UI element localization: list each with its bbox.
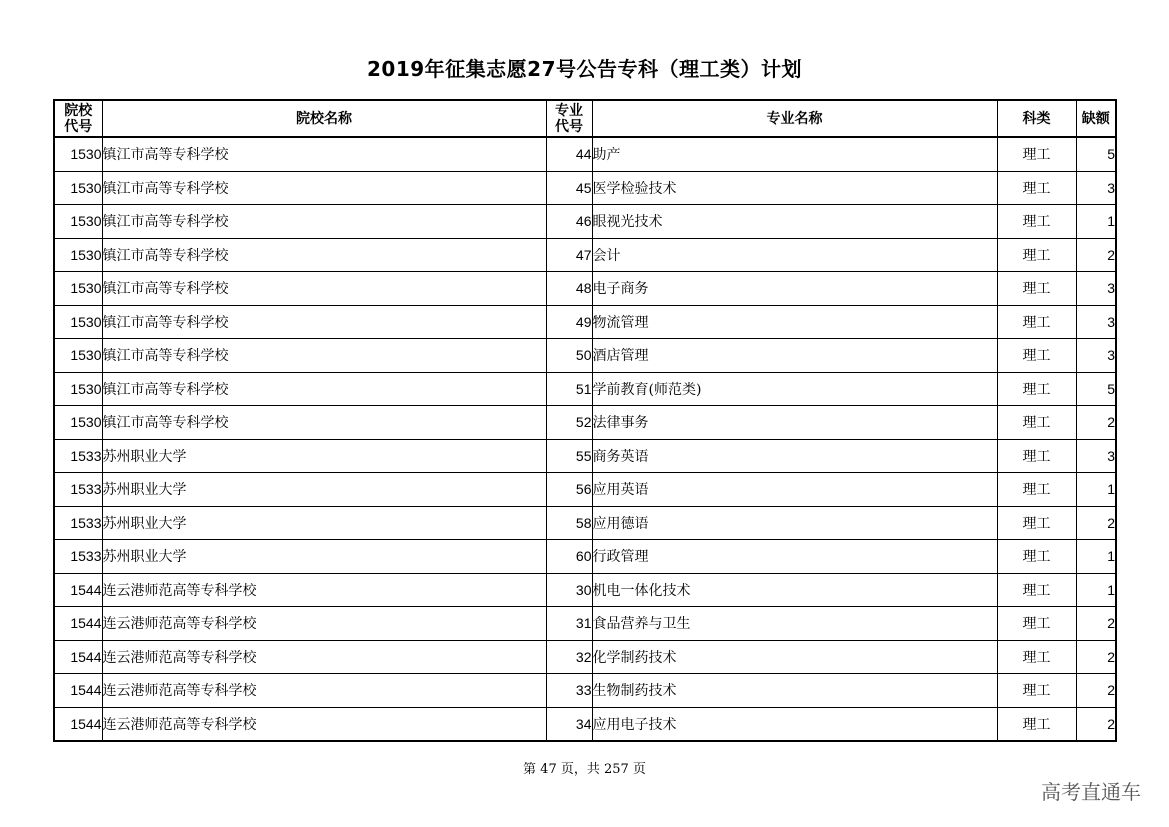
cell-major-code: 32	[546, 640, 592, 674]
cell-school-name: 连云港师范高等专科学校	[102, 640, 546, 674]
cell-major-code: 55	[546, 439, 592, 473]
cell-school-code: 1530	[54, 406, 102, 440]
cell-major-code: 45	[546, 171, 592, 205]
cell-category: 理工	[997, 540, 1076, 574]
cell-major-name: 会计	[592, 238, 997, 272]
cell-major-code: 44	[546, 137, 592, 171]
cell-major-name: 生物制药技术	[592, 674, 997, 708]
cell-category: 理工	[997, 473, 1076, 507]
cell-school-name: 镇江市高等专科学校	[102, 238, 546, 272]
cell-category: 理工	[997, 506, 1076, 540]
cell-major-code: 30	[546, 573, 592, 607]
cell-school-name: 镇江市高等专科学校	[102, 205, 546, 239]
table-row	[54, 473, 1116, 507]
plan-table	[53, 99, 1117, 742]
page-title: 2019年征集志愿27号公告专科（理工类）计划	[367, 57, 802, 81]
table-row	[54, 573, 1116, 607]
cell-major-code: 48	[546, 272, 592, 306]
cell-vacancies: 1	[1076, 205, 1116, 239]
cell-category: 理工	[997, 205, 1076, 239]
cell-school-code: 1530	[54, 305, 102, 339]
header-vacancies: 缺额	[1076, 100, 1116, 137]
table-row	[54, 674, 1116, 708]
cell-vacancies: 3	[1076, 171, 1116, 205]
cell-school-name: 镇江市高等专科学校	[102, 171, 546, 205]
cell-vacancies: 3	[1076, 339, 1116, 373]
header-school-code-text: 院校 代号	[64, 102, 93, 135]
cell-category: 理工	[997, 707, 1076, 741]
cell-major-code: 46	[546, 205, 592, 239]
cell-school-name: 镇江市高等专科学校	[102, 272, 546, 306]
cell-school-name: 镇江市高等专科学校	[102, 137, 546, 171]
header-category: 科类	[997, 100, 1076, 137]
cell-school-name: 连云港师范高等专科学校	[102, 674, 546, 708]
cell-category: 理工	[997, 607, 1076, 641]
table-body	[54, 137, 1116, 741]
cell-major-code: 50	[546, 339, 592, 373]
cell-major-code: 58	[546, 506, 592, 540]
cell-school-code: 1530	[54, 238, 102, 272]
cell-major-name: 电子商务	[592, 272, 997, 306]
cell-school-name: 镇江市高等专科学校	[102, 305, 546, 339]
cell-school-code: 1544	[54, 640, 102, 674]
header-school-name: 院校名称	[102, 100, 546, 137]
cell-school-name: 连云港师范高等专科学校	[102, 607, 546, 641]
table-row	[54, 137, 1116, 171]
table-row	[54, 640, 1116, 674]
cell-vacancies: 1	[1076, 573, 1116, 607]
cell-major-name: 食品营养与卫生	[592, 607, 997, 641]
cell-major-name: 应用英语	[592, 473, 997, 507]
cell-major-name: 助产	[592, 137, 997, 171]
table-row	[54, 339, 1116, 373]
cell-vacancies: 5	[1076, 372, 1116, 406]
cell-category: 理工	[997, 238, 1076, 272]
table-row	[54, 406, 1116, 440]
cell-vacancies: 2	[1076, 406, 1116, 440]
cell-major-code: 56	[546, 473, 592, 507]
cell-school-name: 镇江市高等专科学校	[102, 339, 546, 373]
page-footer: 第 47 页，共 257 页	[523, 762, 646, 777]
cell-school-code: 1530	[54, 137, 102, 171]
cell-category: 理工	[997, 339, 1076, 373]
cell-school-code: 1533	[54, 439, 102, 473]
table-row	[54, 238, 1116, 272]
cell-vacancies: 3	[1076, 305, 1116, 339]
cell-school-code: 1530	[54, 171, 102, 205]
cell-major-name: 应用德语	[592, 506, 997, 540]
cell-major-name: 医学检验技术	[592, 171, 997, 205]
cell-major-code: 31	[546, 607, 592, 641]
header-major-name: 专业名称	[592, 100, 997, 137]
cell-school-code: 1533	[54, 473, 102, 507]
cell-vacancies: 1	[1076, 473, 1116, 507]
cell-major-code: 34	[546, 707, 592, 741]
cell-major-code: 33	[546, 674, 592, 708]
cell-major-name: 化学制药技术	[592, 640, 997, 674]
cell-school-code: 1530	[54, 372, 102, 406]
cell-major-name: 应用电子技术	[592, 707, 997, 741]
table-row	[54, 205, 1116, 239]
table-row	[54, 272, 1116, 306]
table-row	[54, 372, 1116, 406]
cell-category: 理工	[997, 305, 1076, 339]
cell-major-code: 52	[546, 406, 592, 440]
cell-vacancies: 2	[1076, 238, 1116, 272]
header-major-code	[546, 100, 592, 137]
table-row	[54, 540, 1116, 574]
cell-major-name: 行政管理	[592, 540, 997, 574]
cell-school-code: 1530	[54, 205, 102, 239]
cell-category: 理工	[997, 674, 1076, 708]
cell-category: 理工	[997, 439, 1076, 473]
cell-vacancies: 1	[1076, 540, 1116, 574]
cell-major-name: 机电一体化技术	[592, 573, 997, 607]
cell-school-code: 1533	[54, 540, 102, 574]
cell-school-code: 1544	[54, 573, 102, 607]
cell-vacancies: 3	[1076, 272, 1116, 306]
header-major-code-text: 专业 代号	[555, 102, 583, 135]
cell-school-code: 1530	[54, 272, 102, 306]
cell-vacancies: 2	[1076, 607, 1116, 641]
cell-major-name: 物流管理	[592, 305, 997, 339]
cell-school-code: 1544	[54, 707, 102, 741]
cell-category: 理工	[997, 272, 1076, 306]
cell-school-name: 苏州职业大学	[102, 540, 546, 574]
cell-school-code: 1533	[54, 506, 102, 540]
cell-vacancies: 2	[1076, 707, 1116, 741]
cell-major-name: 商务英语	[592, 439, 997, 473]
cell-major-code: 60	[546, 540, 592, 574]
cell-vacancies: 5	[1076, 137, 1116, 171]
cell-category: 理工	[997, 137, 1076, 171]
cell-vacancies: 2	[1076, 674, 1116, 708]
cell-school-code: 1544	[54, 607, 102, 641]
cell-school-name: 连云港师范高等专科学校	[102, 573, 546, 607]
cell-major-code: 51	[546, 372, 592, 406]
cell-category: 理工	[997, 406, 1076, 440]
cell-school-code: 1530	[54, 339, 102, 373]
table-row	[54, 607, 1116, 641]
header-school-code	[54, 100, 102, 137]
watermark-logo: 高考直通车	[1041, 780, 1141, 804]
cell-school-name: 镇江市高等专科学校	[102, 406, 546, 440]
cell-major-code: 49	[546, 305, 592, 339]
cell-major-name: 酒店管理	[592, 339, 997, 373]
cell-school-name: 苏州职业大学	[102, 473, 546, 507]
cell-major-name: 眼视光技术	[592, 205, 997, 239]
cell-school-name: 镇江市高等专科学校	[102, 372, 546, 406]
cell-category: 理工	[997, 640, 1076, 674]
cell-vacancies: 3	[1076, 439, 1116, 473]
cell-vacancies: 2	[1076, 640, 1116, 674]
cell-school-name: 苏州职业大学	[102, 439, 546, 473]
cell-major-code: 47	[546, 238, 592, 272]
table-header-row	[54, 100, 1116, 137]
cell-major-name: 法律事务	[592, 406, 997, 440]
cell-school-code: 1544	[54, 674, 102, 708]
cell-category: 理工	[997, 171, 1076, 205]
cell-school-name: 苏州职业大学	[102, 506, 546, 540]
table-row	[54, 439, 1116, 473]
cell-category: 理工	[997, 372, 1076, 406]
cell-school-name: 连云港师范高等专科学校	[102, 707, 546, 741]
cell-major-name: 学前教育(师范类)	[592, 372, 997, 406]
table-row	[54, 506, 1116, 540]
table-row	[54, 707, 1116, 741]
cell-category: 理工	[997, 573, 1076, 607]
table-row	[54, 305, 1116, 339]
table-row	[54, 171, 1116, 205]
cell-vacancies: 2	[1076, 506, 1116, 540]
